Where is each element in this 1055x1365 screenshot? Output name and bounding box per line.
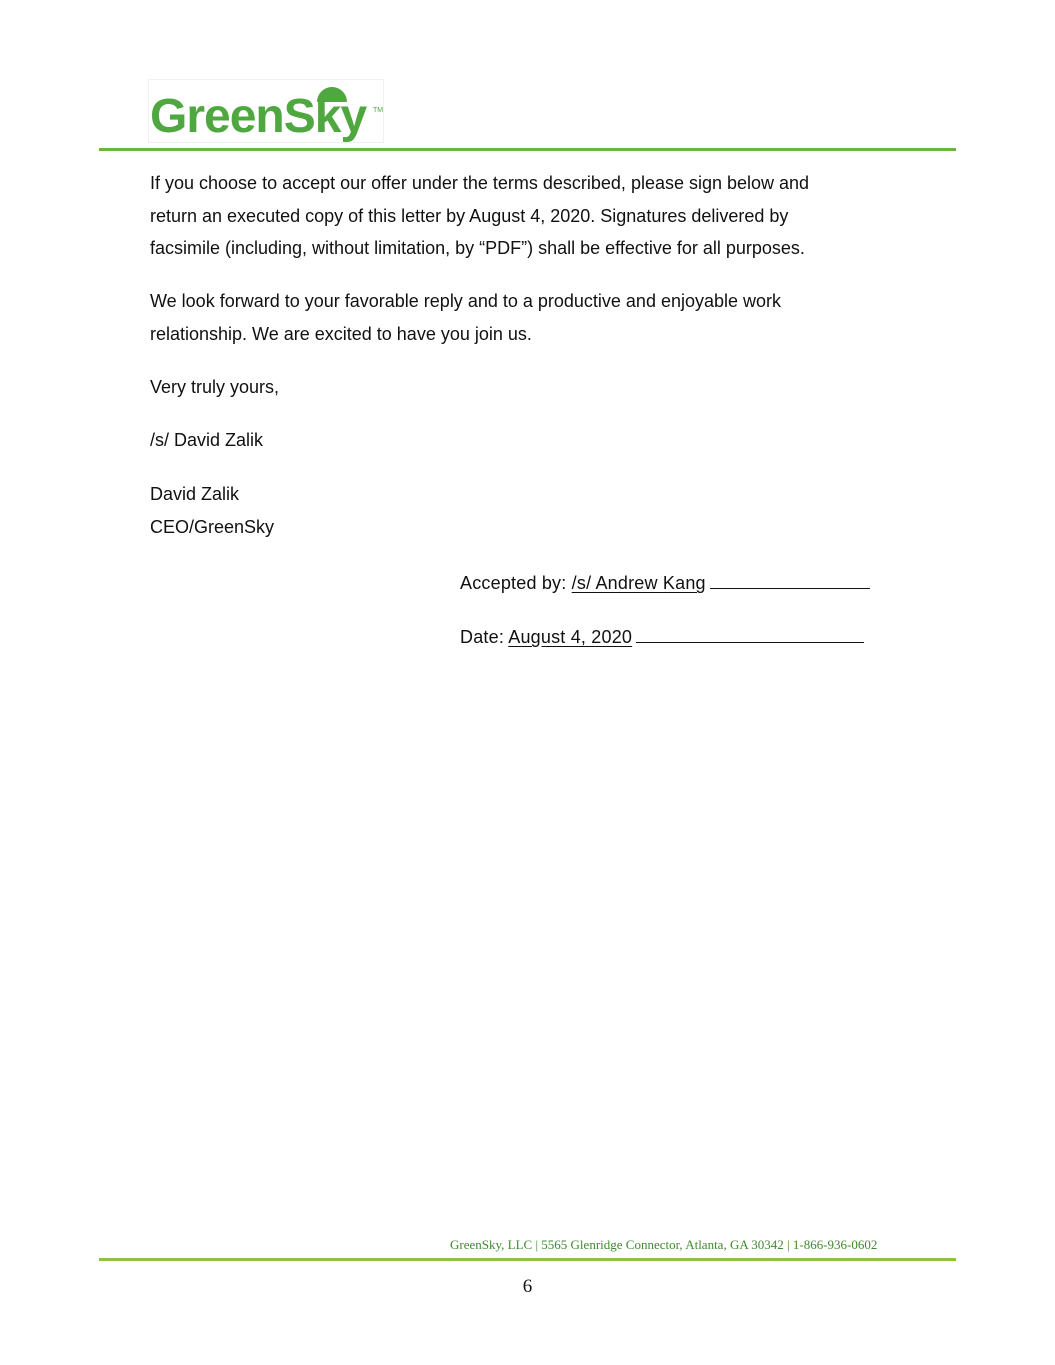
date-label: Date: xyxy=(460,627,505,647)
paragraph-line: return an executed copy of this letter by August 4, 2020. Signatures delivered by xyxy=(150,205,789,226)
greensky-logo xyxy=(148,79,384,143)
paragraph-line: relationship. We are excited to have you join us. xyxy=(150,323,532,344)
greensky-logo-graphic xyxy=(149,80,383,142)
accepted-by-blank xyxy=(710,569,870,589)
accepted-by-label: Accepted by: xyxy=(460,573,567,593)
date-line xyxy=(460,623,864,649)
signer-name: David Zalik xyxy=(150,484,240,504)
accepted-by-value: /s/ Andrew Kang xyxy=(571,573,706,593)
trademark-mark: TM xyxy=(373,107,383,114)
paragraph-accept-offer xyxy=(150,167,890,265)
signer-block xyxy=(150,478,890,543)
page-number: 6 xyxy=(522,1276,533,1297)
signer-title: CEO/GreenSky xyxy=(150,516,275,537)
paragraph-line: If you choose to accept our offer under the terms described, please sign below and xyxy=(150,173,810,193)
date-value: August 4, 2020 xyxy=(508,627,633,647)
signature: /s/ David Zalik xyxy=(150,430,264,450)
closing: Very truly yours, xyxy=(150,377,280,397)
date-blank xyxy=(636,623,864,643)
footer-rule xyxy=(99,1258,956,1261)
footer-address: GreenSky, LLC | 5565 Glenridge Connector, Atlanta, GA 30342 | 1-866-936-0602 xyxy=(450,1237,878,1252)
paragraph-look-forward xyxy=(150,285,890,350)
paragraph-line: facsimile (including, without limitation, by “PDF”) shall be effective for all purposes. xyxy=(150,238,805,258)
paragraph-line: We look forward to your favorable reply and to a productive and enjoyable work xyxy=(150,291,782,311)
header-rule xyxy=(99,148,956,151)
logo-wordmark: GreenSky xyxy=(150,90,367,142)
accepted-by-line xyxy=(460,569,870,595)
